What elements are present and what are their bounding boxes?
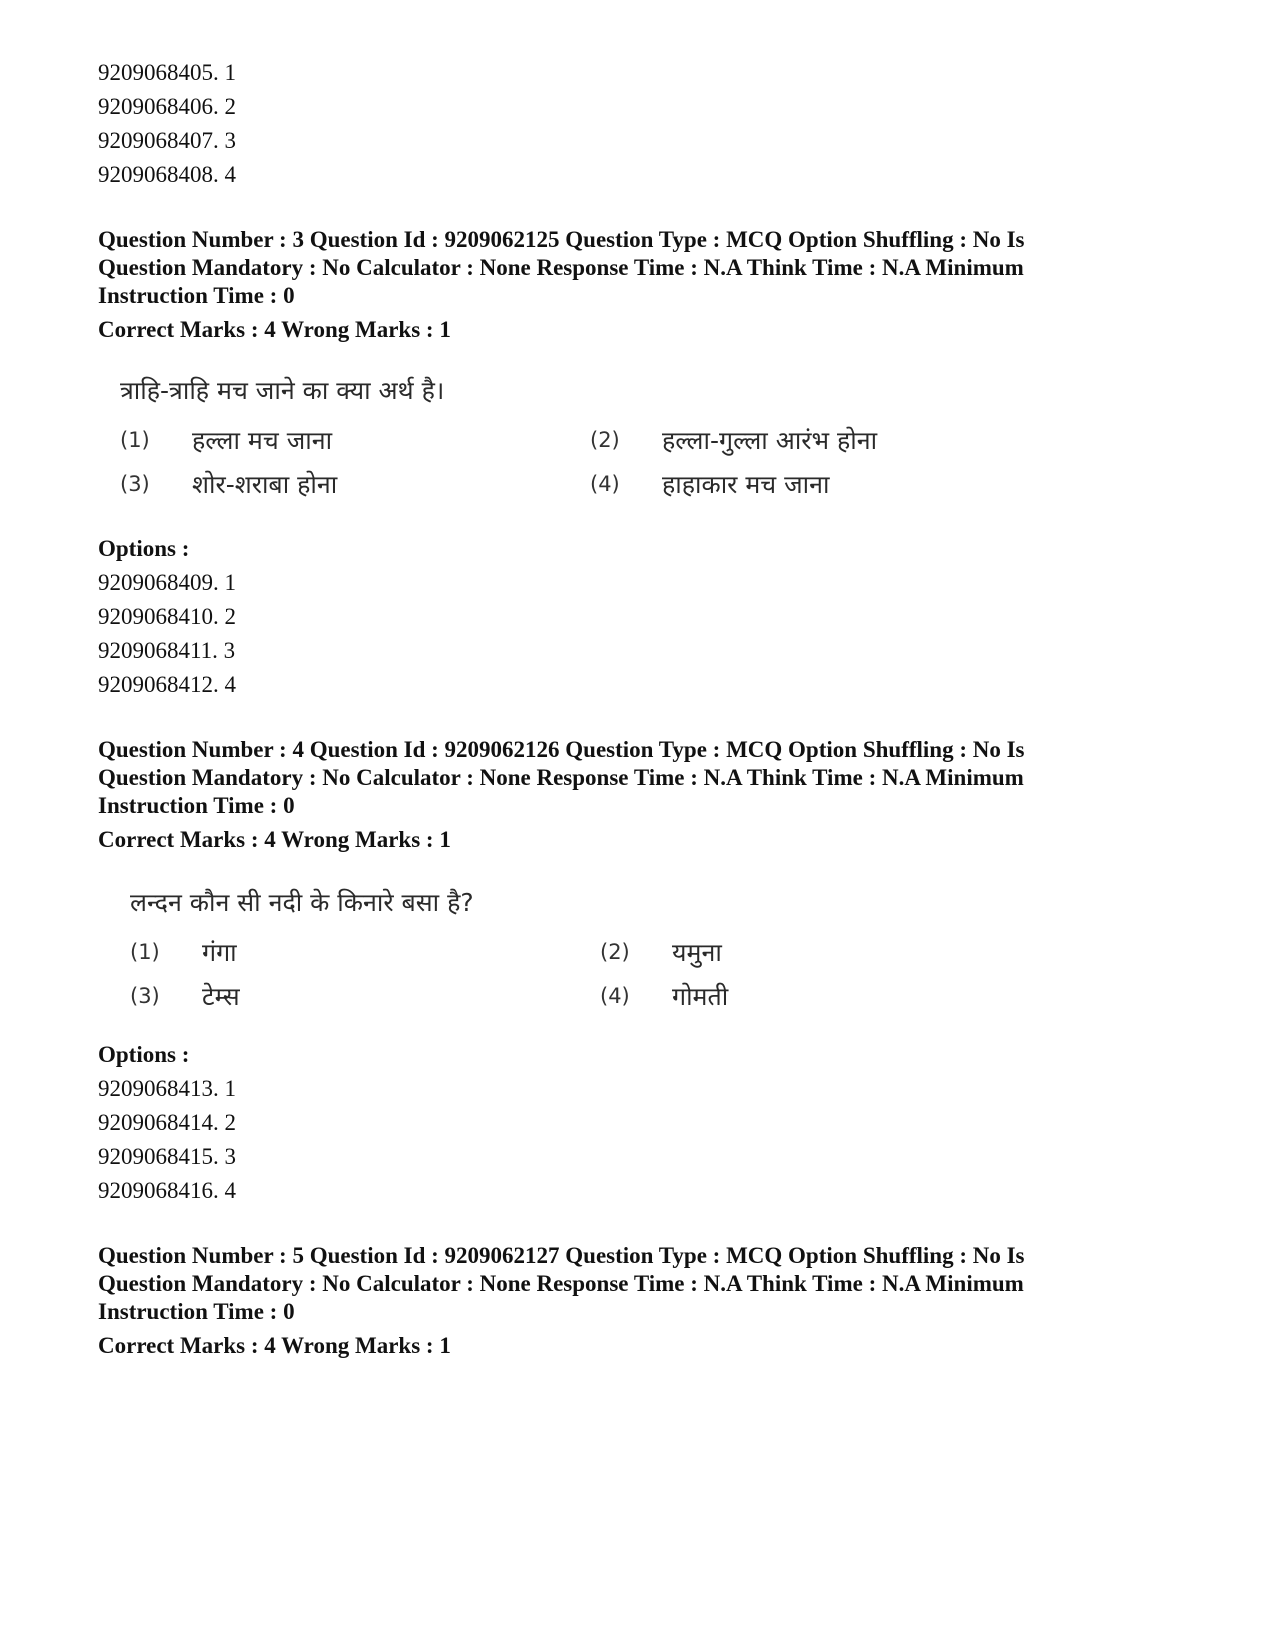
choice-text: हल्ला-गुल्ला आरंभ होना (662, 426, 878, 455)
choice-number: (3) (130, 984, 160, 1008)
choice-text: हाहाकार मच जाना (662, 470, 830, 499)
option-line: 9209068412. 4 (98, 672, 236, 697)
document-page (98, 56, 1178, 1360)
option-line: 9209068405. 1 (98, 60, 236, 85)
options-list-q2 (98, 56, 1178, 192)
question-marks: Correct Marks : 4 Wrong Marks : 1 (98, 317, 451, 342)
question-block-4 (98, 736, 1178, 1208)
choice-item (130, 934, 600, 970)
choice-item (600, 978, 1020, 1014)
choice-number: (2) (600, 940, 630, 964)
choice-number: (1) (120, 428, 150, 452)
options-heading: Options : (98, 1042, 190, 1067)
option-line: 9209068406. 2 (98, 94, 236, 119)
question-marks: Correct Marks : 4 Wrong Marks : 1 (98, 827, 451, 852)
option-line: 9209068410. 2 (98, 604, 236, 629)
choice-text: हल्ला मच जाना (192, 426, 333, 455)
options-heading: Options : (98, 536, 190, 561)
choice-number: (1) (130, 940, 160, 964)
options-list (98, 566, 1178, 702)
option-line: 9209068415. 3 (98, 1144, 236, 1169)
choice-item (120, 466, 590, 502)
question-block-3 (98, 226, 1178, 702)
choice-number: (4) (600, 984, 630, 1008)
choice-text: गोमती (672, 982, 729, 1011)
choices-grid (120, 422, 1178, 502)
option-line: 9209068413. 1 (98, 1076, 236, 1101)
question-text: त्राहि-त्राहि मच जाने का क्या अर्थ है। (120, 376, 445, 405)
option-line: 9209068407. 3 (98, 128, 236, 153)
question-header: Question Number : 5 Question Id : 9209062127 Question Type : MCQ Option Shuffling : No Is Question Mandatory : No Calculator : None Response Time : N.A Think Time : N.A Minimum Instruction Time : 0 (98, 1243, 1025, 1324)
question-marks: Correct Marks : 4 Wrong Marks : 1 (98, 1333, 451, 1358)
question-header: Question Number : 4 Question Id : 9209062126 Question Type : MCQ Option Shuffling : No Is Question Mandatory : No Calculator : None Response Time : N.A Think Time : N.A Minimum Instruction Time : 0 (98, 737, 1025, 818)
choice-number: (4) (590, 472, 620, 496)
choice-item (590, 422, 1010, 458)
choice-item (120, 422, 590, 458)
choice-text: गंगा (202, 938, 237, 967)
question-image (120, 374, 1178, 502)
choice-item (130, 978, 600, 1014)
question-block-5 (98, 1242, 1178, 1360)
choice-text: टेम्स (202, 982, 240, 1011)
choice-number: (2) (590, 428, 620, 452)
choice-text: शोर-शराबा होना (192, 470, 338, 499)
option-line: 9209068414. 2 (98, 1110, 236, 1135)
choice-item (590, 466, 1010, 502)
choice-item (600, 934, 1020, 970)
option-line: 9209068408. 4 (98, 162, 236, 187)
option-line: 9209068411. 3 (98, 638, 236, 663)
choices-grid (130, 934, 1178, 1014)
choice-text: यमुना (672, 938, 722, 967)
question-text: लन्दन कौन सी नदी के किनारे बसा है? (130, 888, 474, 917)
question-image (130, 886, 1178, 1014)
choice-number: (3) (120, 472, 150, 496)
question-header: Question Number : 3 Question Id : 9209062125 Question Type : MCQ Option Shuffling : No Is Question Mandatory : No Calculator : None Response Time : N.A Think Time : N.A Minimum Instruction Time : 0 (98, 227, 1025, 308)
option-line: 9209068409. 1 (98, 570, 236, 595)
option-line: 9209068416. 4 (98, 1178, 236, 1203)
options-list (98, 1072, 1178, 1208)
